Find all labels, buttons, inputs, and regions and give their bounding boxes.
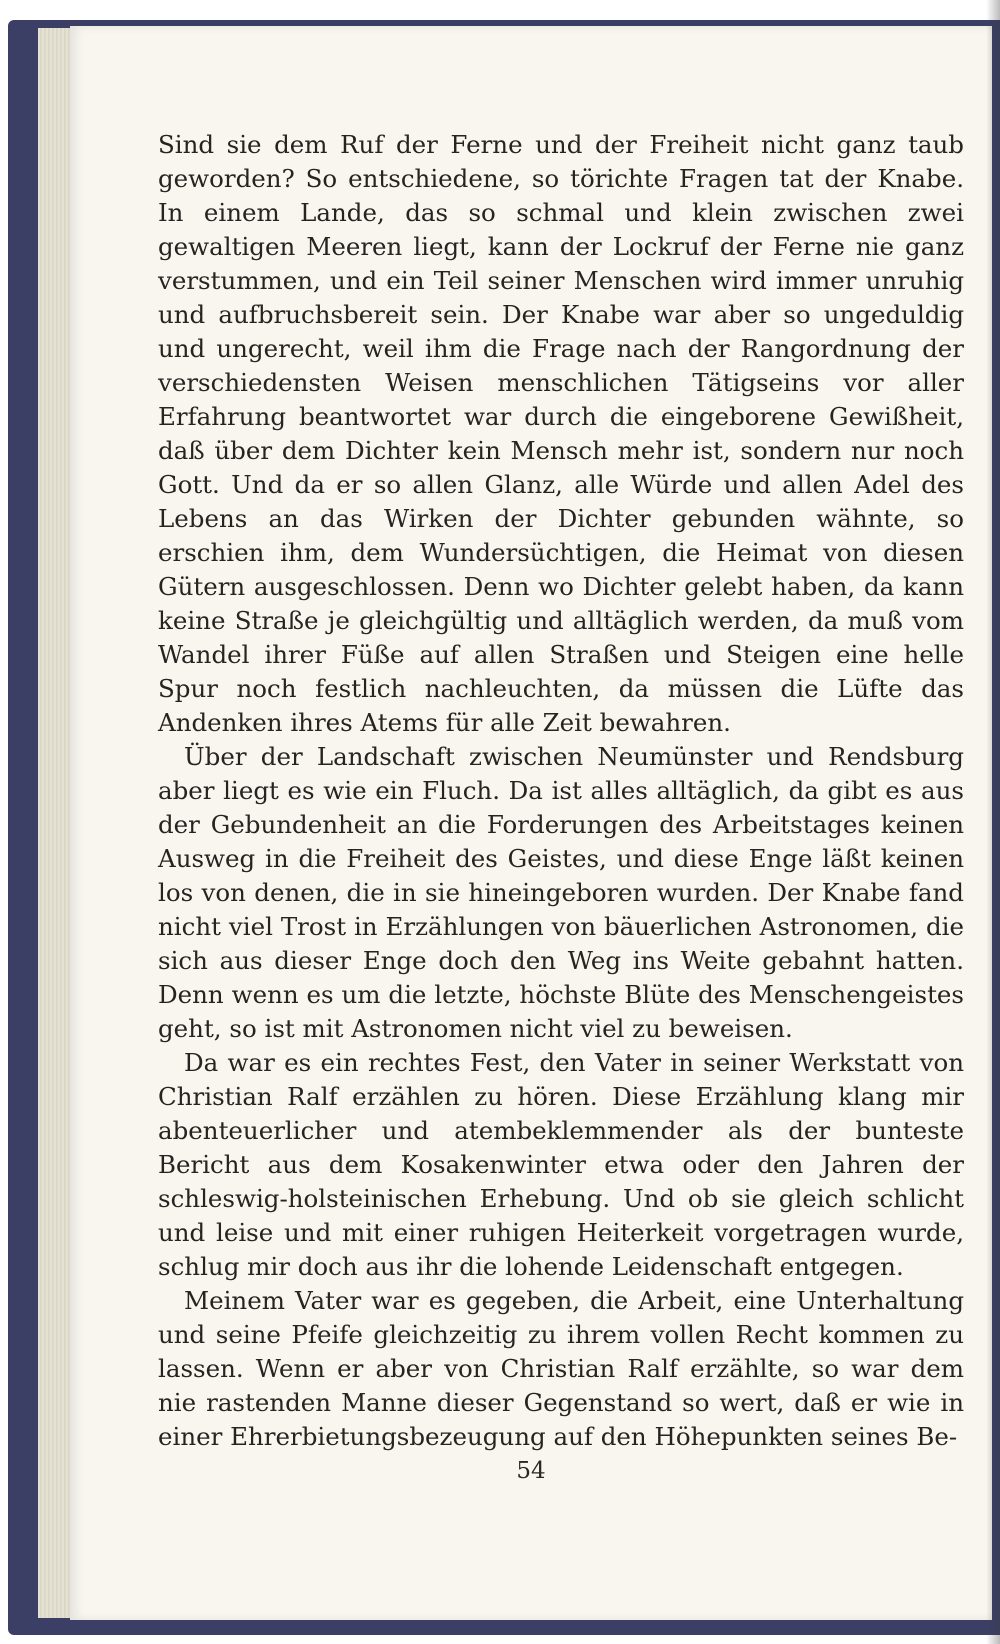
paragraph-1: Sind sie dem Ruf der Ferne und der Freiheit nicht ganz taub geworden? So entschiedene, so törichte Fragen tat der Knabe. In einem Lande, das so schmal und klein zwischen zwei gewaltigen Meeren liegt, kann der Lockruf der Ferne nie ganz verstummen, und ein Teil seiner Menschen wird immer unruhig und aufbruchsbereit sein. Der Knabe war aber so ungeduldig und ungerecht, weil ihm die Frage nach der Rangordnung der verschiedensten Weisen menschlichen Tätigseins vor aller Erfahrung beantwortet war durch die eingeborene Gewißheit, daß über dem Dichter kein Mensch mehr ist, sondern nur noch Gott. Und da er so allen Glanz, alle Würde und allen Adel des Lebens an das Wirken der Dichter gebunden wähnte, so erschien ihm, dem Wundersüchtigen, die Heimat von diesen Gütern ausgeschlossen. Denn wo Dichter gelebt haben, da kann keine Straße je gleichgültig und alltäglich werden, da muß vom Wandel ihrer Füße auf allen Straßen und Steigen eine helle Spur noch festlich nachleuchten, da müssen die Lüfte das Andenken ihres Atems für alle Zeit bewahren.	[158, 130, 964, 737]
paragraph-3: Da war es ein rechtes Fest, den Vater in seiner Werkstatt von Christian Ralf erzählen zu hören. Diese Erzählung klang mir abenteuerlicher und atembeklemmender als der bunteste Bericht aus dem Kosakenwinter etwa oder den Jahren der schleswig-holsteinischen Erhebung. Und ob sie gleich schlicht und leise und mit einer ruhigen Heiterkeit vorgetragen wurde, schlug mir doch aus ihr die lohende Leidenschaft entgegen.	[158, 1048, 964, 1281]
page-number: 54	[516, 1458, 546, 1484]
page-body-text	[158, 128, 964, 1454]
paragraph-2: Über der Landschaft zwischen Neumünster und Rendsburg aber liegt es wie ein Fluch. Da ist alles alltäglich, da gibt es aus der Gebundenheit an die Forderungen des Arbeitstages keinen Ausweg in die Freiheit des Geistes, und diese Enge läßt keinen los von denen, die in sie hineingeboren wurden. Der Knabe fand nicht viel Trost in Erzählungen von bäuerlichen Astronomen, die sich aus dieser Enge doch den Weg ins Weite gebahnt hatten. Denn wenn es um die letzte, höchste Blüte des Menschengeistes geht, so ist mit Astronomen nicht viel zu beweisen.	[158, 742, 964, 1043]
paragraph-4: Meinem Vater war es gegeben, die Arbeit, eine Unterhaltung und seine Pfeife gleichzeitig zu ihrem vollen Recht kommen zu lassen. Wenn er aber von Christian Ralf erzählte, so war dem nie rastenden Manne dieser Gegenstand so wert, daß er wie in einer Ehrerbietungsbezeugung auf den Höhepunkten seines Be-	[158, 1286, 964, 1451]
scan-edge-shadow	[986, 0, 1000, 1644]
